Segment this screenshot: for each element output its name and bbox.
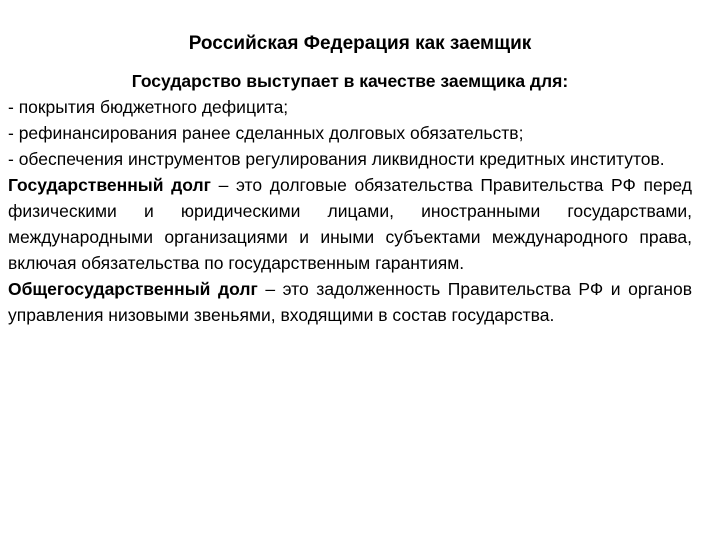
slide-subtitle: Государство выступает в качестве заемщика для:: [131, 71, 569, 91]
slide-content: [8, 68, 692, 328]
definition-state-debt: [8, 172, 692, 276]
list-item-budget-deficit: - покрытия бюджетного дефицита;: [8, 97, 289, 117]
definition-general-state-debt: [8, 276, 692, 328]
list-item-liquidity: - обеспечения инструментов регулирования ликвидности кредитных институтов.: [8, 149, 665, 169]
definition-term: Общегосударственный долг: [8, 279, 258, 299]
definition-term: Государственный долг: [8, 175, 211, 195]
list-item-refinancing: - рефинансирования ранее сделанных долговых обязательств;: [8, 123, 524, 143]
slide-title: Российская Федерация как заемщик: [188, 33, 532, 54]
definition-text: – это задолженность Правительства РФ и органов управления низовыми звеньями, входящими в состав государства.: [8, 279, 692, 325]
definition-text: – это долговые обязательства Правительства РФ перед физическими и юридическими лицами, иностранными государствами, международными организациями и иными субъектами международного права, включая обязательства по государственным гарантиям.: [8, 175, 692, 273]
